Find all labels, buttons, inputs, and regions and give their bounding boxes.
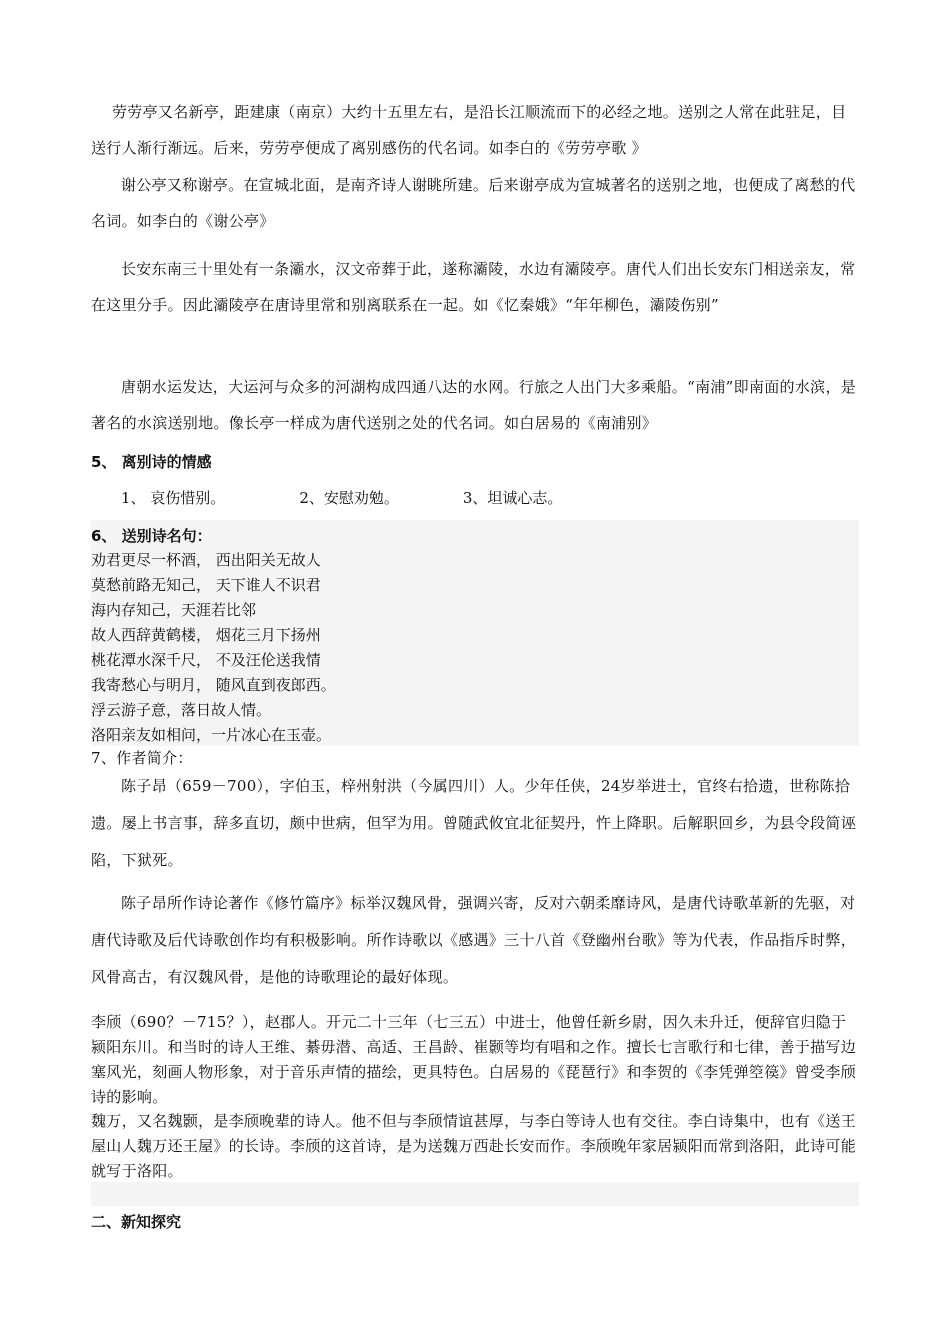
quote-line: 桃花潭水深千尺， 不及汪伦送我情	[91, 651, 321, 669]
quote-line: 莫愁前路无知己， 天下谁人不识君	[91, 576, 321, 594]
emotion-list	[121, 486, 562, 510]
quote-line: 浮云游子意，落日故人情。	[91, 701, 272, 719]
quote-line: 我寄愁心与明月， 随风直到夜郎西。	[91, 676, 336, 694]
emotion-item-1: 1、 哀伤惜别。	[121, 489, 226, 507]
section6-title: 6、 送别诗名句：	[91, 527, 212, 545]
paragraph-li-qi: 李颀（690？－715？），赵郡人。开元二十三年（七三五）中进士，他曾任新乡尉，因久未升迁，便辞官归隐于颍阳东川。和当时的诗人王维、綦毋潜、高适、王昌龄、崔颢等均有唱和之作。擅长七言歌行和七律，善于描写边塞风光，刻画人物形象，对于音乐声情的描绘，更具特色。白居易的《琵琶行》和李贺的《李凭弹箜篌》曾受李颀诗的影响。	[91, 1013, 857, 1106]
gray-band	[91, 1182, 859, 1206]
famous-lines-box	[91, 520, 859, 746]
quote-line: 海内存知己，天涯若比邻	[91, 601, 257, 619]
emotion-item-2: 2、安慰劝勉。	[299, 489, 399, 507]
quote-line: 故人西辞黄鹤楼， 烟花三月下扬州	[91, 626, 321, 644]
section5-title: 5、 离别诗的情感	[91, 453, 212, 471]
quote-line: 洛阳亲友如相问，一片冰心在玉壶。	[91, 726, 332, 744]
paragraph-wei-wan: 魏万，又名魏颢，是李颀晚辈的诗人。他不但与李颀情谊甚厚，与李白等诗人也有交往。李白诗集中，也有《送王屋山人魏万还王屋》的长诗。李颀的这首诗，是为送魏万西赴长安而作。李颀晚年家居颍阳而常到洛阳，此诗可能就写于洛阳。	[91, 1112, 857, 1180]
quote-line: 劝君更尽一杯酒， 西出阳关无故人	[91, 551, 321, 569]
emotion-item-3: 3、坦诚心志。	[462, 489, 563, 507]
section7-title: 7、作者简介：	[91, 749, 193, 767]
paragraph-nanpu: 唐朝水运发达，大运河与众多的河湖构成四通八达的水网。行旅之人出门大多乘船。“南浦”即南面的水滨，是著名的水滨送别地。像长亭一样成为唐代送别之处的代名词。如白居易的《南浦别》	[91, 378, 857, 432]
paragraph-chen-ziang-works: 陈子昂所作诗论著作《修竹篇序》标举汉魏风骨，强调兴寄，反对六朝柔靡诗风，是唐代诗歌革新的先驱，对唐代诗歌及后代诗歌创作均有积极影响。所作诗歌以《感遇》三十八首《登幽州台歌》等为代表，作品指斥时弊，风骨高古，有汉魏风骨，是他的诗歌理论的最好体现。	[91, 894, 857, 986]
paragraph-baling-pavilion: 长安东南三十里处有一条灞水，汉文帝葬于此，遂称灞陵，水边有灞陵亭。唐代人们出长安东门相送亲友，常在这里分手。因此灞陵亭在唐诗里常和别离联系在一起。如《忆秦娥》“年年柳色，灞陵伤别”	[91, 260, 856, 314]
paragraph-chen-ziang-bio: 陈子昂（659－700），字伯玉，梓州射洪（今属四川）人。少年任侠，24岁举进士，官终右拾遗，世称陈拾遗。屡上书言事，辞多直切，颇中世病，但罕为用。曾随武攸宜北征契丹，忤上降职。后解职回乡，为县令段简诬陷，下狱死。	[91, 777, 857, 869]
section2-title: 二、新知探究	[91, 1213, 182, 1231]
paragraph-laolao-pavilion: 劳劳亭又名新亭，距建康（南京）大约十五里左右，是沿长江顺流而下的必经之地。送别之人常在此驻足，目送行人渐行渐远。后来，劳劳亭便成了离别感伤的代名词。如李白的《劳劳亭歌 》	[91, 103, 847, 157]
paragraph-xie-pavilion: 谢公亭又称谢亭。在宣城北面，是南齐诗人谢眺所建。后来谢亭成为宣城著名的送别之地，也便成了离愁的代名词。如李白的《谢公亭》	[91, 176, 856, 230]
